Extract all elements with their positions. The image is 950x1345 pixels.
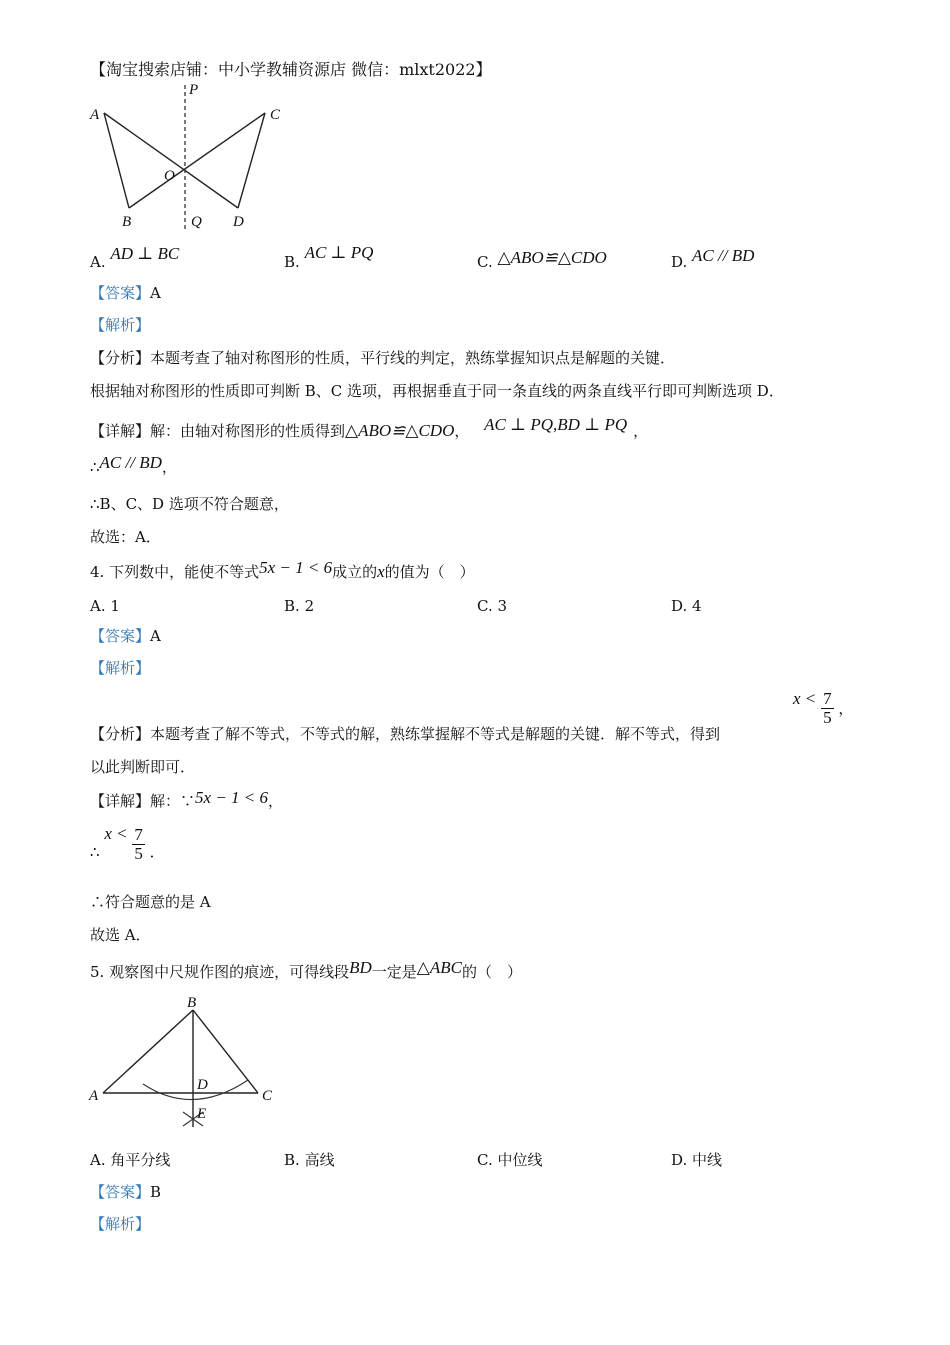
q5-answer: 【答案】B <box>90 1183 162 1201</box>
label-p: P <box>189 82 199 98</box>
label-a: A <box>90 107 100 123</box>
q3-fenxi-1: 【分析】本题考查了轴对称图形的性质，平行线的判定，熟练掌握知识点是解题的关键． <box>90 349 676 367</box>
q4-detail-3: ∴符合题意的是 A <box>90 893 211 911</box>
label-e: E <box>197 1106 207 1122</box>
construction-arc-1 <box>143 1080 248 1100</box>
q5-analysis-heading: 【解析】 <box>90 1215 151 1233</box>
line-a-d <box>104 113 238 208</box>
q5-option-a: A. 角平分线 <box>90 1151 171 1169</box>
label-a: A <box>89 1088 99 1104</box>
q4-fenxi-1: 【分析】本题考查了解不等式，不等式的解，熟练掌握解不等式是解题的关键．解不等式，得到 <box>90 725 721 743</box>
q3-detail-1: 【详解】解：由轴对称图形的性质得到△ABO≌△CDO， AC ⊥ PQ,BD ⊥ PQ ， <box>90 415 649 440</box>
line-c-d <box>238 113 265 208</box>
q3-detail-3: ∴B、C、D 选项不符合题意， <box>90 495 289 513</box>
label-b: B <box>187 995 197 1011</box>
q4-option-d: D. 4 <box>671 597 702 615</box>
q3-detail-2: ∴AC // BD， <box>90 453 177 476</box>
q3-option-a: A. AD ⊥ BC <box>90 244 180 271</box>
q3-option-c: C. △ABO≌△CDO <box>477 248 607 271</box>
q3-figure <box>88 80 298 235</box>
q4-detail-4: 故选 A． <box>90 926 151 944</box>
q3-option-b: B. AC ⊥ PQ <box>284 243 374 271</box>
q5-figure <box>88 992 288 1142</box>
label-c: C <box>262 1088 273 1104</box>
q4-detail-2: ∴ x < $\frac{7}{5}$ ． <box>90 824 165 863</box>
q3-analysis-heading: 【解析】 <box>90 316 151 334</box>
line-c-b <box>129 113 265 208</box>
shop-note: 【淘宝搜索店铺：中小学教辅资源店 微信：mlxt2022】 <box>90 60 492 79</box>
q4-answer: 【答案】A <box>90 627 161 645</box>
label-c: C <box>270 107 281 123</box>
q5-option-b: B. 高线 <box>284 1151 335 1169</box>
label-b: B <box>122 214 132 230</box>
q4-fenxi-fraction: x < $\frac{7}{5}$ ， <box>793 688 854 727</box>
q4-analysis-heading: 【解析】 <box>90 659 151 677</box>
q4-option-c: C. 3 <box>477 597 508 615</box>
label-o: O <box>164 168 175 184</box>
label-d: D <box>233 214 244 230</box>
q5-option-d: D. 中线 <box>671 1151 723 1169</box>
q4-fenxi-2: 以此判断即可． <box>90 758 196 776</box>
q5-option-c: C. 中位线 <box>477 1151 543 1169</box>
q4-detail-1: 【详解】解：∵5x − 1 < 6， <box>90 788 284 810</box>
label-d: D <box>197 1077 208 1093</box>
side-a-b <box>103 1010 193 1093</box>
q4-option-b: B. 2 <box>284 597 315 615</box>
q4-option-a: A. 1 <box>90 597 120 615</box>
q4-stem: 4. 下列数中，能使不等式5x − 1 < 6成立的x的值为（ ） <box>90 558 475 581</box>
q3-detail-4: 故选：A． <box>90 528 161 546</box>
q3-option-d: D. AC // BD <box>671 246 755 271</box>
q3-fenxi-2: 根据轴对称图形的性质即可判断 B、C 选项，再根据垂直于同一条直线的两条直线平行即可判断选项 D． <box>90 382 784 400</box>
q3-answer: 【答案】A <box>90 284 161 302</box>
label-q: Q <box>191 214 202 230</box>
q5-stem: 5. 观察图中尺规作图的痕迹，可得线段BD一定是△ABC的（ ） <box>90 958 522 981</box>
